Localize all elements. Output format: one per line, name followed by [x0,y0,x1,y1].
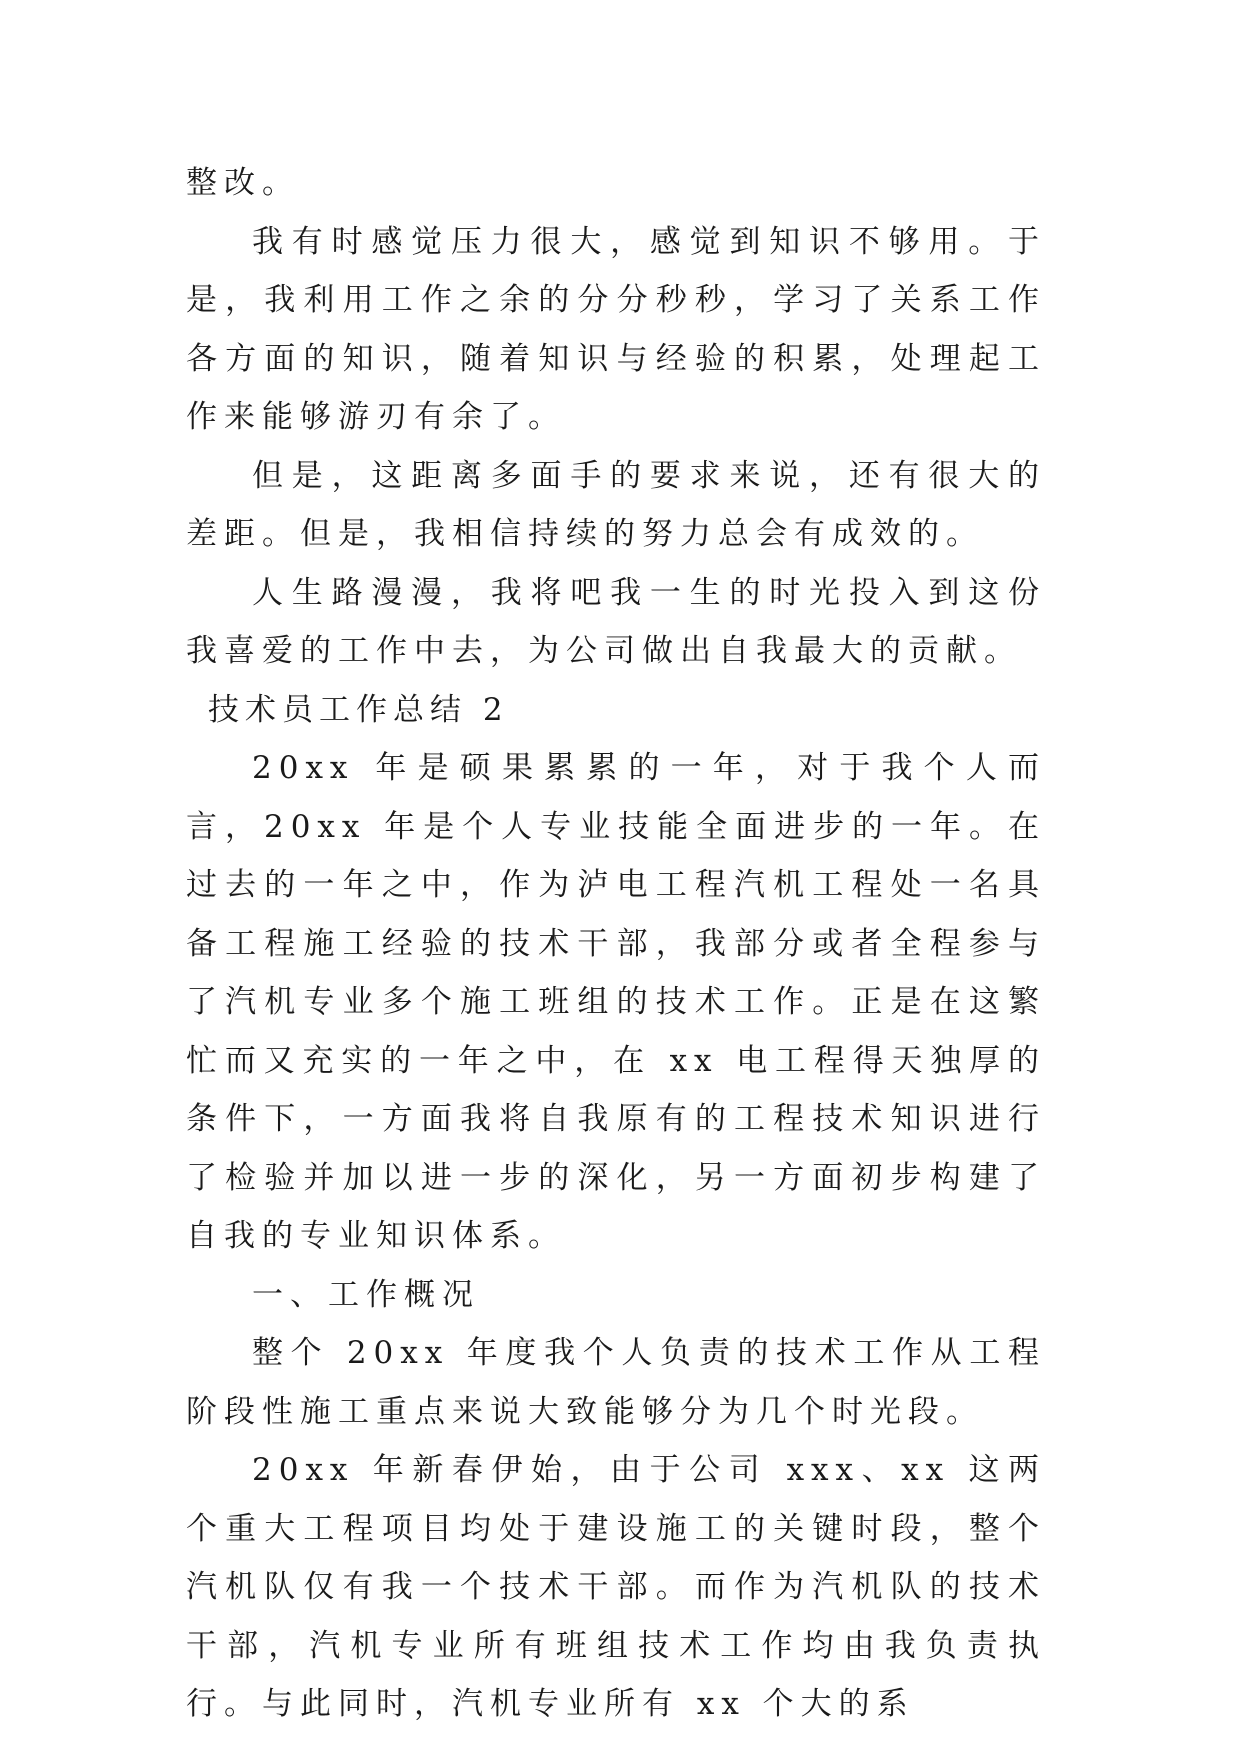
paragraph-continuation: 整改。 [186,165,300,201]
paragraph-life: 人生路漫漫，我将吧我一生的时光投入到这份我喜爱的工作中去，为公司做出自我最大的贡献。 [186,574,1046,669]
paragraph-pressure: 我有时感觉压力很大，感觉到知识不够用。于是，我利用工作之余的分分秒秒，学习了关系工作各方面的知识，随着知识与经验的积累，处理起工作来能够游刃有余了。 [186,223,1046,435]
paragraph-new-year: 20xx 年新春伊始，由于公司 xxx、xx 这两个重大工程项目均处于建设施工的关键时段，整个汽机队仅有我一个技术干部。而作为汽机队的技术干部，汽机专业所有班组技术工作均由我负责执行。与此同时，汽机专业所有 xx 个大的系 [186,1452,1046,1722]
paragraph-time-periods: 整个 20xx 年度我个人负责的技术工作从工程阶段性施工重点来说大致能够分为几个时光段。 [186,1335,1046,1430]
paragraph-gap: 但是，这距离多面手的要求来说，还有很大的差距。但是，我相信持续的努力总会有成效的。 [186,457,1046,552]
section-title: 技术员工作总结 2 [208,691,509,728]
subheading-work-overview: 一、工作概况 [252,1276,480,1313]
document-body [186,154,1046,1734]
paragraph-year-summary: 20xx 年是硕果累累的一年，对于我个人而言，20xx 年是个人专业技能全面进步的一年。在过去的一年之中，作为泸电工程汽机工程处一名具备工程施工经验的技术干部，我部分或者全程参与了汽机专业多个施工班组的技术工作。正是在这繁忙而又充实的一年之中，在 xx 电工程得天独厚的条件下，一方面我将自我原有的工程技术知识进行了检验并加以进一步的深化，另一方面初步构建了自我的专业知识体系。 [186,750,1046,1254]
